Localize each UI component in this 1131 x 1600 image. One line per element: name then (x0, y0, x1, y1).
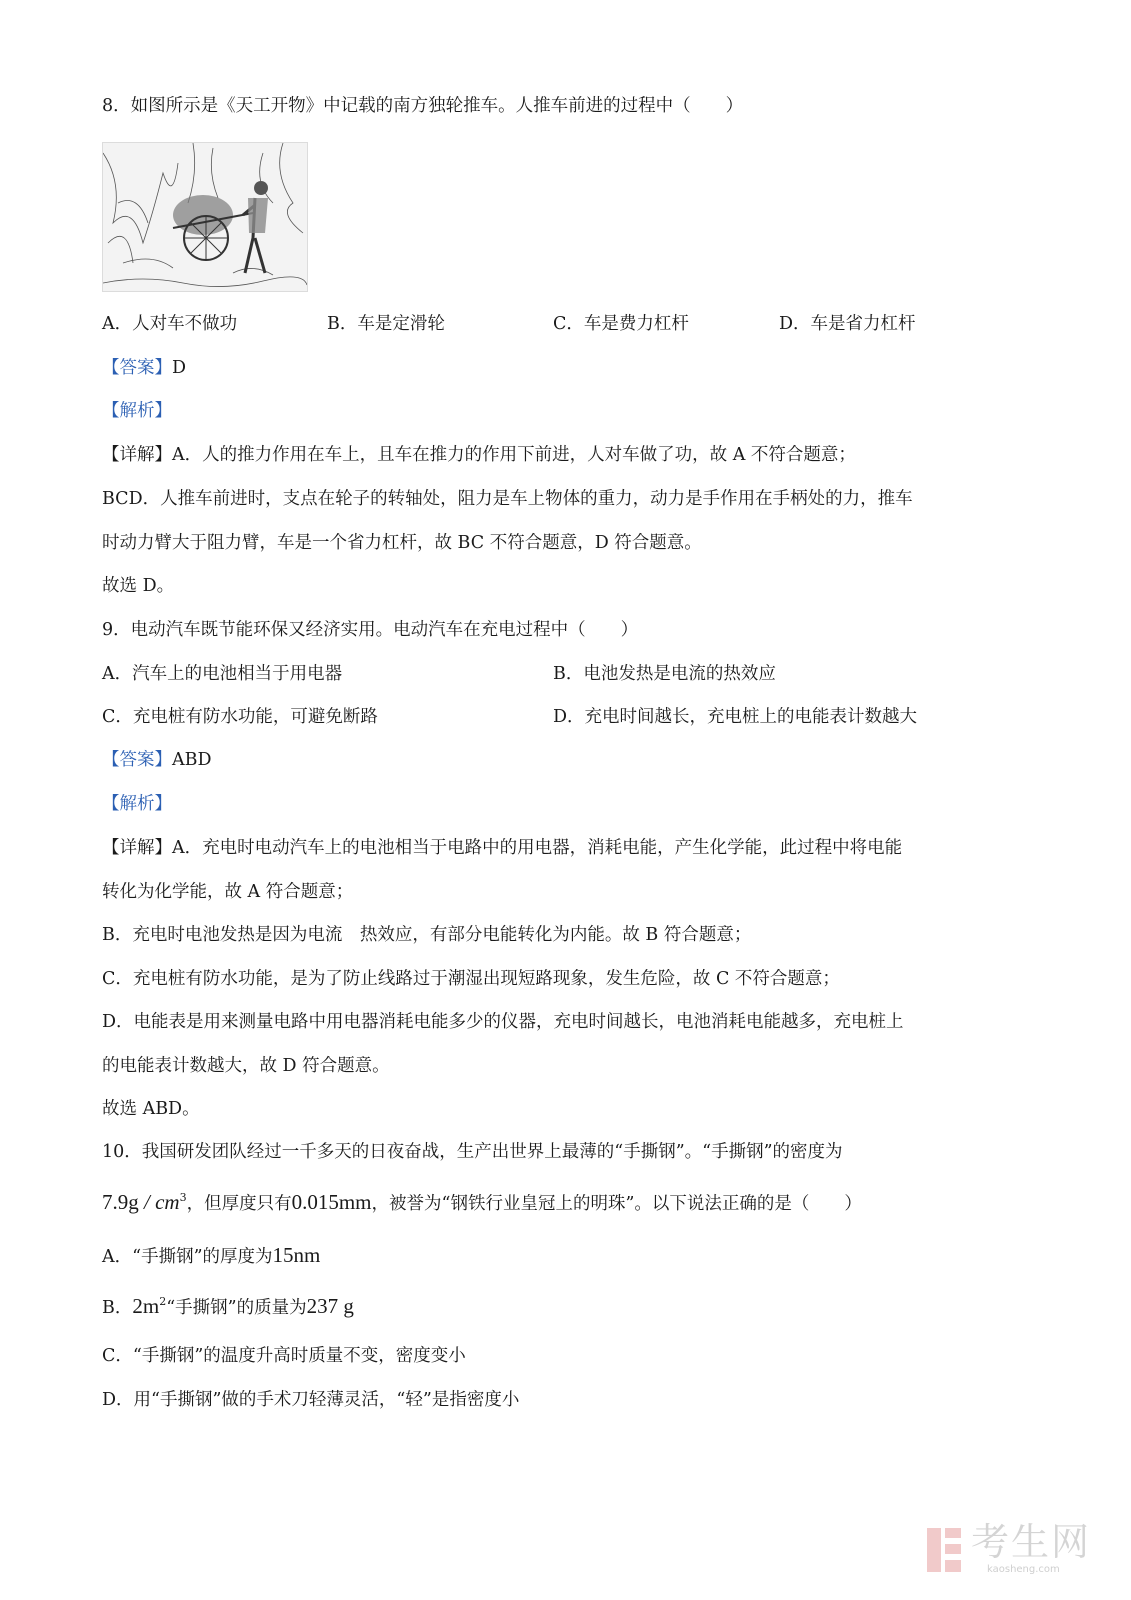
q9-analysis-tag: 【解析】 (102, 794, 172, 814)
q10-density-slash: / (138, 1190, 156, 1214)
q10-stem-line-1: 10．我国研发团队经过一千多天的日夜奋战，生产出世界上最薄的“手撕钢”。“手撕钢”的密度为 (102, 1142, 843, 1162)
q8-option-d: D．车是省力杠杆 (779, 314, 916, 334)
q10-option-b-prefix: B． (102, 1298, 133, 1318)
q9-detail-line-6: 的电能表计数越大，故 D 符合题意。 (102, 1056, 390, 1076)
q10-density-value: 7.9g (102, 1190, 139, 1214)
q10-stem-text-a: ，但厚度只有 (186, 1194, 292, 1214)
q10-stem-line-2 (102, 1190, 862, 1216)
watermark-brand: 考生网 (971, 1520, 1092, 1564)
q10-option-d: D．用“手撕钢”做的手术刀轻薄灵活，“轻”是指密度小 (102, 1390, 520, 1410)
q9-detail-text-1: A．充电时电动汽车上的电池相当于电路中的用电器，消耗电能，产生化学能，此过程中将电能 (172, 838, 903, 858)
q8-detail-text-1: A．人的推力作用在车上，且车在推力的作用下前进，人对车做了功，故 A 不符合题意； (172, 445, 856, 465)
q10-option-b-text: “手撕钢”的质量为 (166, 1298, 307, 1318)
q10-option-b (102, 1294, 354, 1320)
q9-answer-line (102, 748, 212, 772)
watermark-url: kaosheng.com (987, 1564, 1060, 1575)
q9-detail-tag: 【详解】 (102, 838, 172, 858)
q10-thickness: 0.015mm (291, 1190, 372, 1214)
q9-answer-tag: 【答案】 (102, 750, 172, 770)
q9-answer: ABD (172, 750, 212, 770)
q9-option-c: C．充电桩有防水功能，可避免断路 (102, 707, 378, 727)
q8-option-c: C．车是费力杠杆 (553, 314, 689, 334)
q8-option-a: A．人对车不做功 (102, 314, 238, 334)
q10-option-b-area: 2m (132, 1294, 160, 1318)
q10-density-exponent: 3 (179, 1191, 187, 1204)
q8-detail-line-1 (102, 443, 856, 467)
q8-option-b: B．车是定滑轮 (327, 314, 445, 334)
wheelbarrow-illustration (102, 142, 308, 292)
q9-option-b: B．电池发热是电流的热效应 (553, 664, 776, 684)
q9-option-a: A．汽车上的电池相当于用电器 (102, 664, 343, 684)
q8-answer-tag: 【答案】 (102, 358, 172, 378)
watermark-logo-icon (925, 1526, 965, 1574)
q10-option-b-mass: 237 g (306, 1294, 354, 1318)
q8-detail-line-3: 时动力臂大于阻力臂，车是一个省力杠杆，故 BC 不符合题意，D 符合题意。 (102, 533, 702, 553)
watermark (925, 1520, 1100, 1580)
q10-stem-text-b: ，被誉为“钢铁行业皇冠上的明珠”。以下说法正确的是（ ） (371, 1194, 862, 1214)
q8-detail-line-2: BCD．人推车前进时，支点在轮子的转轴处，阻力是车上物体的重力，动力是手作用在手柄处的力，推车 (102, 489, 913, 509)
q9-detail-line-7: 故选 ABD。 (102, 1099, 200, 1119)
q9-detail-line-2: 转化为化学能，故 A 符合题意； (102, 882, 354, 902)
q8-detail-line-4: 故选 D。 (102, 576, 175, 596)
q8-answer: D (172, 358, 187, 378)
q10-option-c: C．“手撕钢”的温度升高时质量不变，密度变小 (102, 1346, 466, 1366)
q9-stem: 9．电动汽车既节能环保又经济实用。电动汽车在充电过程中（ ） (102, 620, 639, 640)
q8-answer-line (102, 356, 186, 380)
q9-detail-line-4: C．充电桩有防水功能，是为了防止线路过于潮湿出现短路现象，发生危险，故 C 不符合题意； (102, 969, 840, 989)
q9-option-d: D．充电时间越长，充电桩上的电能表计数越大 (553, 707, 918, 727)
q10-option-a-text: A．“手撕钢”的厚度为 (102, 1247, 273, 1267)
q10-option-a (102, 1243, 320, 1269)
q8-stem: 8．如图所示是《天工开物》中记载的南方独轮推车。人推车前进的过程中（ ） (102, 96, 744, 116)
q10-option-b-exponent: 2 (159, 1295, 167, 1308)
q10-option-a-value: 15nm (272, 1243, 321, 1267)
q9-detail-line-3: B．充电时电池发热是因为电流 热效应，有部分电能转化为内能。故 B 符合题意； (102, 925, 752, 945)
q9-detail-line-5: D．电能表是用来测量电路中用电器消耗电能多少的仪器，充电时间越长，电池消耗电能越多，充电桩上 (102, 1012, 904, 1032)
q8-detail-tag: 【详解】 (102, 445, 172, 465)
q10-density-unit: cm (155, 1190, 180, 1214)
q9-detail-line-1 (102, 836, 902, 860)
q8-analysis-tag: 【解析】 (102, 401, 172, 421)
